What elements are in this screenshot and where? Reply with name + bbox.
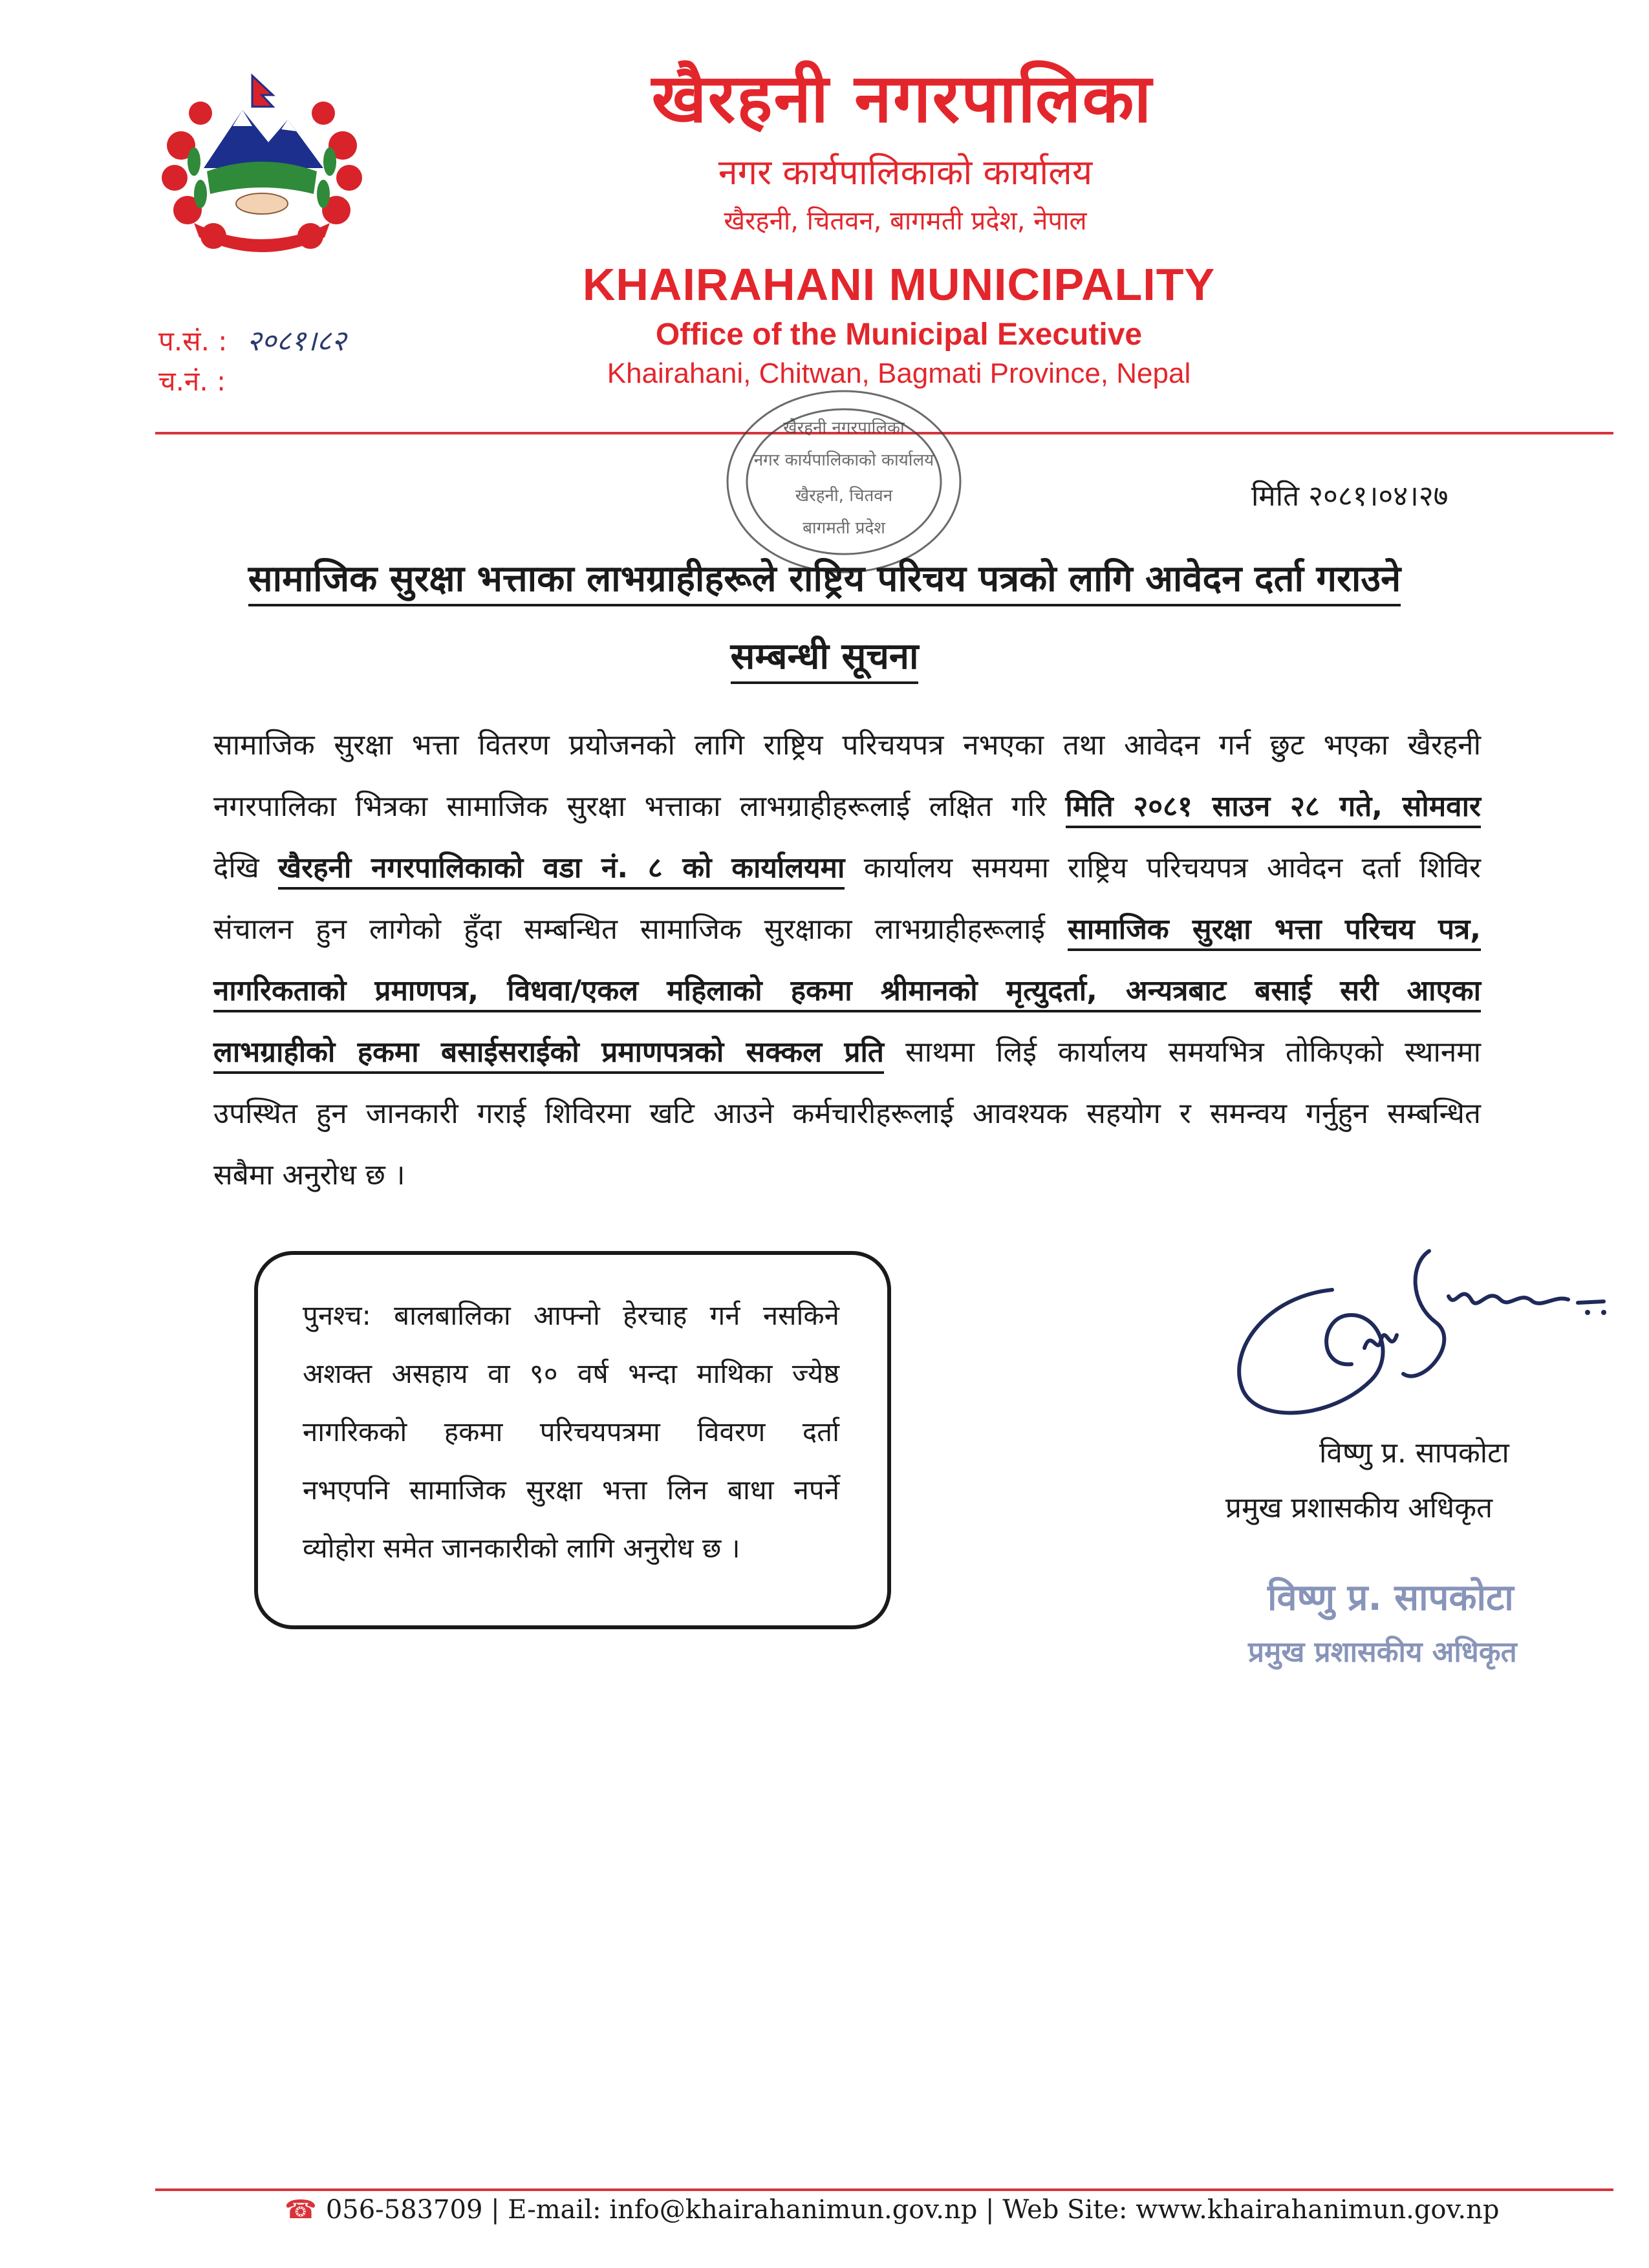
- office-name-nepali: नगर कार्यपालिकाको कार्यालय: [718, 152, 1093, 193]
- body-line-6-text: साथमा लिई कार्यालय समयभित्र तोकिएको स्थानमा: [883, 1036, 1481, 1069]
- body-line-1: सामाजिक सुरक्षा भत्ता वितरण प्रयोजनको लागि राष्ट्रिय परिचयपत्र नभएका तथा आवेदन गर्न छुट भएका खैरहनी: [213, 729, 1481, 762]
- postscript-line-3: नागरिकको हकमा परिचयपत्रमा विवरण दर्ता: [303, 1416, 839, 1448]
- municipality-name-nepali: खैरहनी नगरपालिका: [651, 59, 1153, 138]
- body-line-8: सबैमा अनुरोध छ ।: [213, 1159, 405, 1192]
- notice-headline-line-1: सामाजिक सुरक्षा भत्ताका लाभग्राहीहरूले राष्ट्रिय परिचय पत्रको लागि आवेदन दर्ता गराउने: [248, 558, 1401, 606]
- reference-number: [158, 320, 346, 359]
- municipality-name-english: KHAIRAHANI MUNICIPALITY: [582, 259, 1216, 310]
- notice-headline-line-2: सम्बन्धी सूचना: [731, 636, 919, 684]
- postscript-line-4: नभएपनि सामाजिक सुरक्षा भत्ता लिन बाधा नपर्ने: [303, 1474, 839, 1506]
- dispatch-number: [158, 362, 226, 399]
- signatory-title: प्रमुख प्रशासकीय अधिकृत: [1225, 1492, 1493, 1524]
- notice-date: मिति २०८१।०४।२७: [1251, 480, 1449, 513]
- footer-divider: [155, 2188, 1613, 2191]
- handwritten-signature-icon: [1216, 1225, 1617, 1445]
- signatory-name-stamp: [1242, 1565, 1604, 1681]
- body-venue-highlight: खैरहनी नगरपालिकाको वडा नं. ८ को कार्यालयमा: [278, 851, 845, 890]
- postscript-line-5: व्योहोरा समेत जानकारीको लागि अनुरोध छ ।: [303, 1532, 740, 1564]
- body-line-2-text: नगरपालिका भित्रका सामाजिक सुरक्षा भत्ताका लाभग्राहीहरूलाई लक्षित गरि: [213, 790, 1066, 823]
- body-line-4-text: संचालन हुन लागेको हुँदा सम्बन्धित सामाजिक सुरक्षाका लाभग्राहीहरूलाई: [213, 913, 1068, 946]
- body-documents-highlight-2: नागरिकताको प्रमाणपत्र, विधवा/एकल महिलाको हकमा श्रीमानको मृत्युदर्ता, अन्यत्रबाट बसाई सरी आएका: [213, 974, 1481, 1012]
- body-documents-highlight-3: लाभग्राहीको हकमा बसाईसराईको प्रमाणपत्रको सक्कल प्रति: [213, 1036, 884, 1074]
- body-line-2: [213, 786, 1481, 824]
- telephone-icon: ☎: [285, 2195, 317, 2225]
- address-nepali: खैरहनी, चितवन, बागमती प्रदेश, नेपाल: [724, 206, 1087, 236]
- body-line-5: [213, 970, 1481, 1009]
- postscript-line-1: पुनश्च: बालबालिका आफ्नो हेरचाह गर्न नसकिने: [303, 1300, 839, 1331]
- body-line-3-text-c: कार्यालय समयमा राष्ट्रिय परिचयपत्र आवेदन दर्ता शिविर: [845, 851, 1481, 884]
- stamp-line-3: खैरहनी, चितवन: [795, 486, 893, 506]
- notice-headline: [0, 553, 1649, 602]
- name-stamp-title: प्रमुख प्रशासकीय अधिकृत: [1248, 1636, 1517, 1669]
- contact-footer: [285, 2195, 1500, 2225]
- body-documents-highlight-1: सामाजिक सुरक्षा भत्ता परिचय पत्र,: [1068, 913, 1481, 951]
- notice-headline-2: [0, 630, 1649, 679]
- body-line-3-text-a: देखि: [213, 851, 279, 884]
- postscript-line-2: अशक्त असहाय वा ९० वर्ष भन्दा माथिका ज्येष्ठ: [303, 1358, 839, 1389]
- footer-contact-text: 056-583709 | E-mail: info@khairahanimun.gov.np | Web Site: www.khairahanimun.gov.np: [325, 2195, 1500, 2225]
- body-line-7: उपस्थित हुन जानकारी गराई शिविरमा खटि आउने कर्मचारीहरूलाई आवश्यक सहयोग र समन्वय गर्नुहुन सम्बन्धित: [213, 1097, 1481, 1130]
- office-stamp: [718, 381, 970, 582]
- body-line-3: [213, 847, 1481, 886]
- body-date-highlight: मिति २०८१ साउन २८ गते, सोमवार: [1066, 790, 1481, 828]
- body-line-6: [213, 1031, 1481, 1070]
- stamp-line-2: नगर कार्यपालिकाको कार्यालय: [753, 451, 934, 470]
- address-english: Khairahani, Chitwan, Bagmati Province, Nepal: [607, 358, 1191, 389]
- stamp-line-1: खैरहनी नगरपालिका: [783, 418, 905, 438]
- name-stamp-name: विष्णु प्र. सापकोटा: [1267, 1577, 1514, 1619]
- office-name-english: Office of the Municipal Executive: [655, 317, 1143, 352]
- nepal-government-emblem-icon: [155, 61, 369, 268]
- signatory-name: विष्णु प्र. सापकोटा: [1319, 1437, 1509, 1470]
- body-line-4: [213, 908, 1481, 947]
- stamp-line-4: बागमती प्रदेश: [803, 519, 885, 538]
- reference-number-value: २०८१।८२: [246, 325, 347, 358]
- reference-number-label: प.सं. :: [158, 325, 228, 357]
- dispatch-number-label: च.नं. :: [158, 365, 226, 397]
